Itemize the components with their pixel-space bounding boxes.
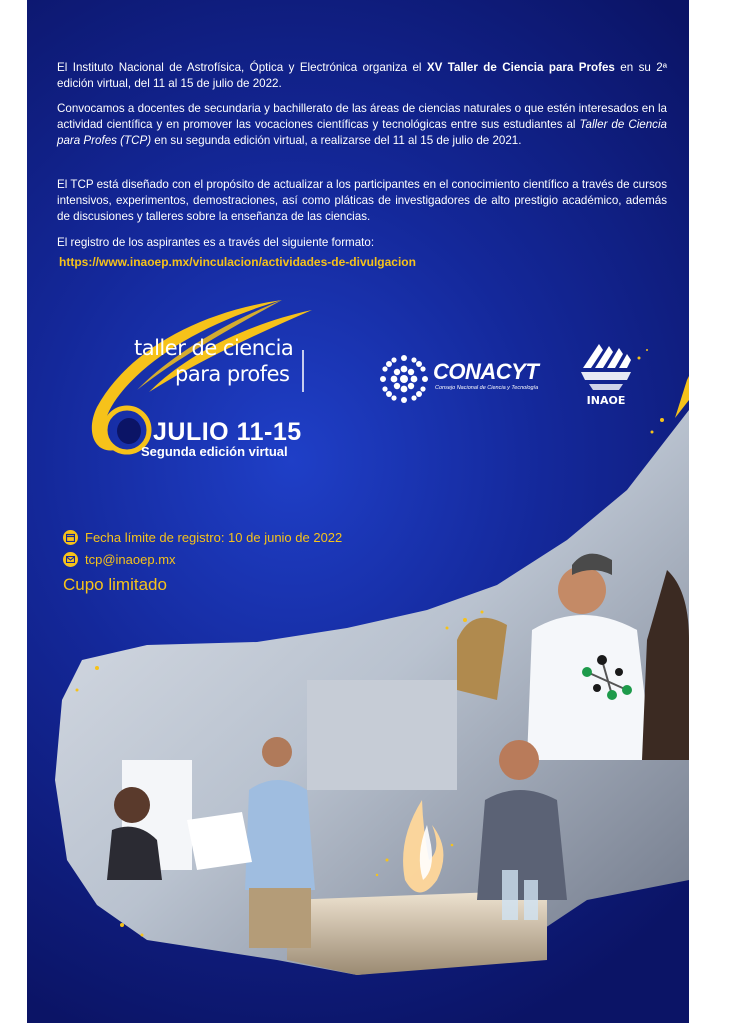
calendar-icon <box>63 530 78 545</box>
intro-p1-event-name: XV Taller de Ciencia para Profes <box>426 61 615 74</box>
email-link[interactable]: tcp@inaoep.mx <box>85 552 176 567</box>
poster <box>27 0 689 1023</box>
event-dates: JULIO 11-15 <box>153 418 302 446</box>
mail-icon <box>63 552 78 567</box>
intro-p1-text-end: en su 2ª edición virtual, del 11 al 15 de julio de 2022. <box>57 61 667 91</box>
conacyt-full-name: Consejo Nacional de Ciencia y Tecnología <box>435 385 539 391</box>
logo-line-1: taller de ciencia <box>134 336 294 360</box>
intro-p3-text: El TCP está diseñado con el propósito de actualizar a los participantes en el conocimiento científico a través de cursos intensivos, experimentos, demostraciones, así como pláticas de investigadores de alto prestigio académico, además de discusiones y talleres sobre la enseñanza de las ciencias. <box>57 178 667 224</box>
deadline-text: Fecha límite de registro: 10 de junio de 2022 <box>85 530 343 545</box>
logo-line-2: para profes <box>175 362 290 386</box>
intro-p4-text: El registro de los aspirantes es a través del siguiente formato: <box>57 236 375 249</box>
intro-p2-event-name: Taller de Ciencia para Profes (TCP) <box>57 118 667 148</box>
photo-collage <box>27 0 689 1023</box>
email-row <box>63 552 176 567</box>
deadline-row <box>63 530 342 545</box>
inaoe-name: INAOE <box>586 394 626 407</box>
intro-p2-text-end: en su segunda edición virtual, a realizarse del 11 al 15 de julio de 2021. <box>151 134 522 148</box>
event-edition: Segunda edición virtual <box>141 444 288 459</box>
intro-p2-text: Convocamos a docentes de secundaria y bachillerato de las áreas de ciencias naturales o que estén interesados en la actividad científica y en promover las vocaciones científicas y tecnológicas entre sus estudiantes al <box>57 102 667 132</box>
registration-link[interactable]: https://www.inaoep.mx/vinculacion/actividades-de-divulgacion <box>59 255 416 269</box>
conacyt-name: CONACYT <box>433 359 539 384</box>
capacity-note: Cupo limitado <box>63 575 167 594</box>
intro-p1-text: El Instituto Nacional de Astrofísica, Óptica y Electrónica organiza el <box>57 61 427 74</box>
